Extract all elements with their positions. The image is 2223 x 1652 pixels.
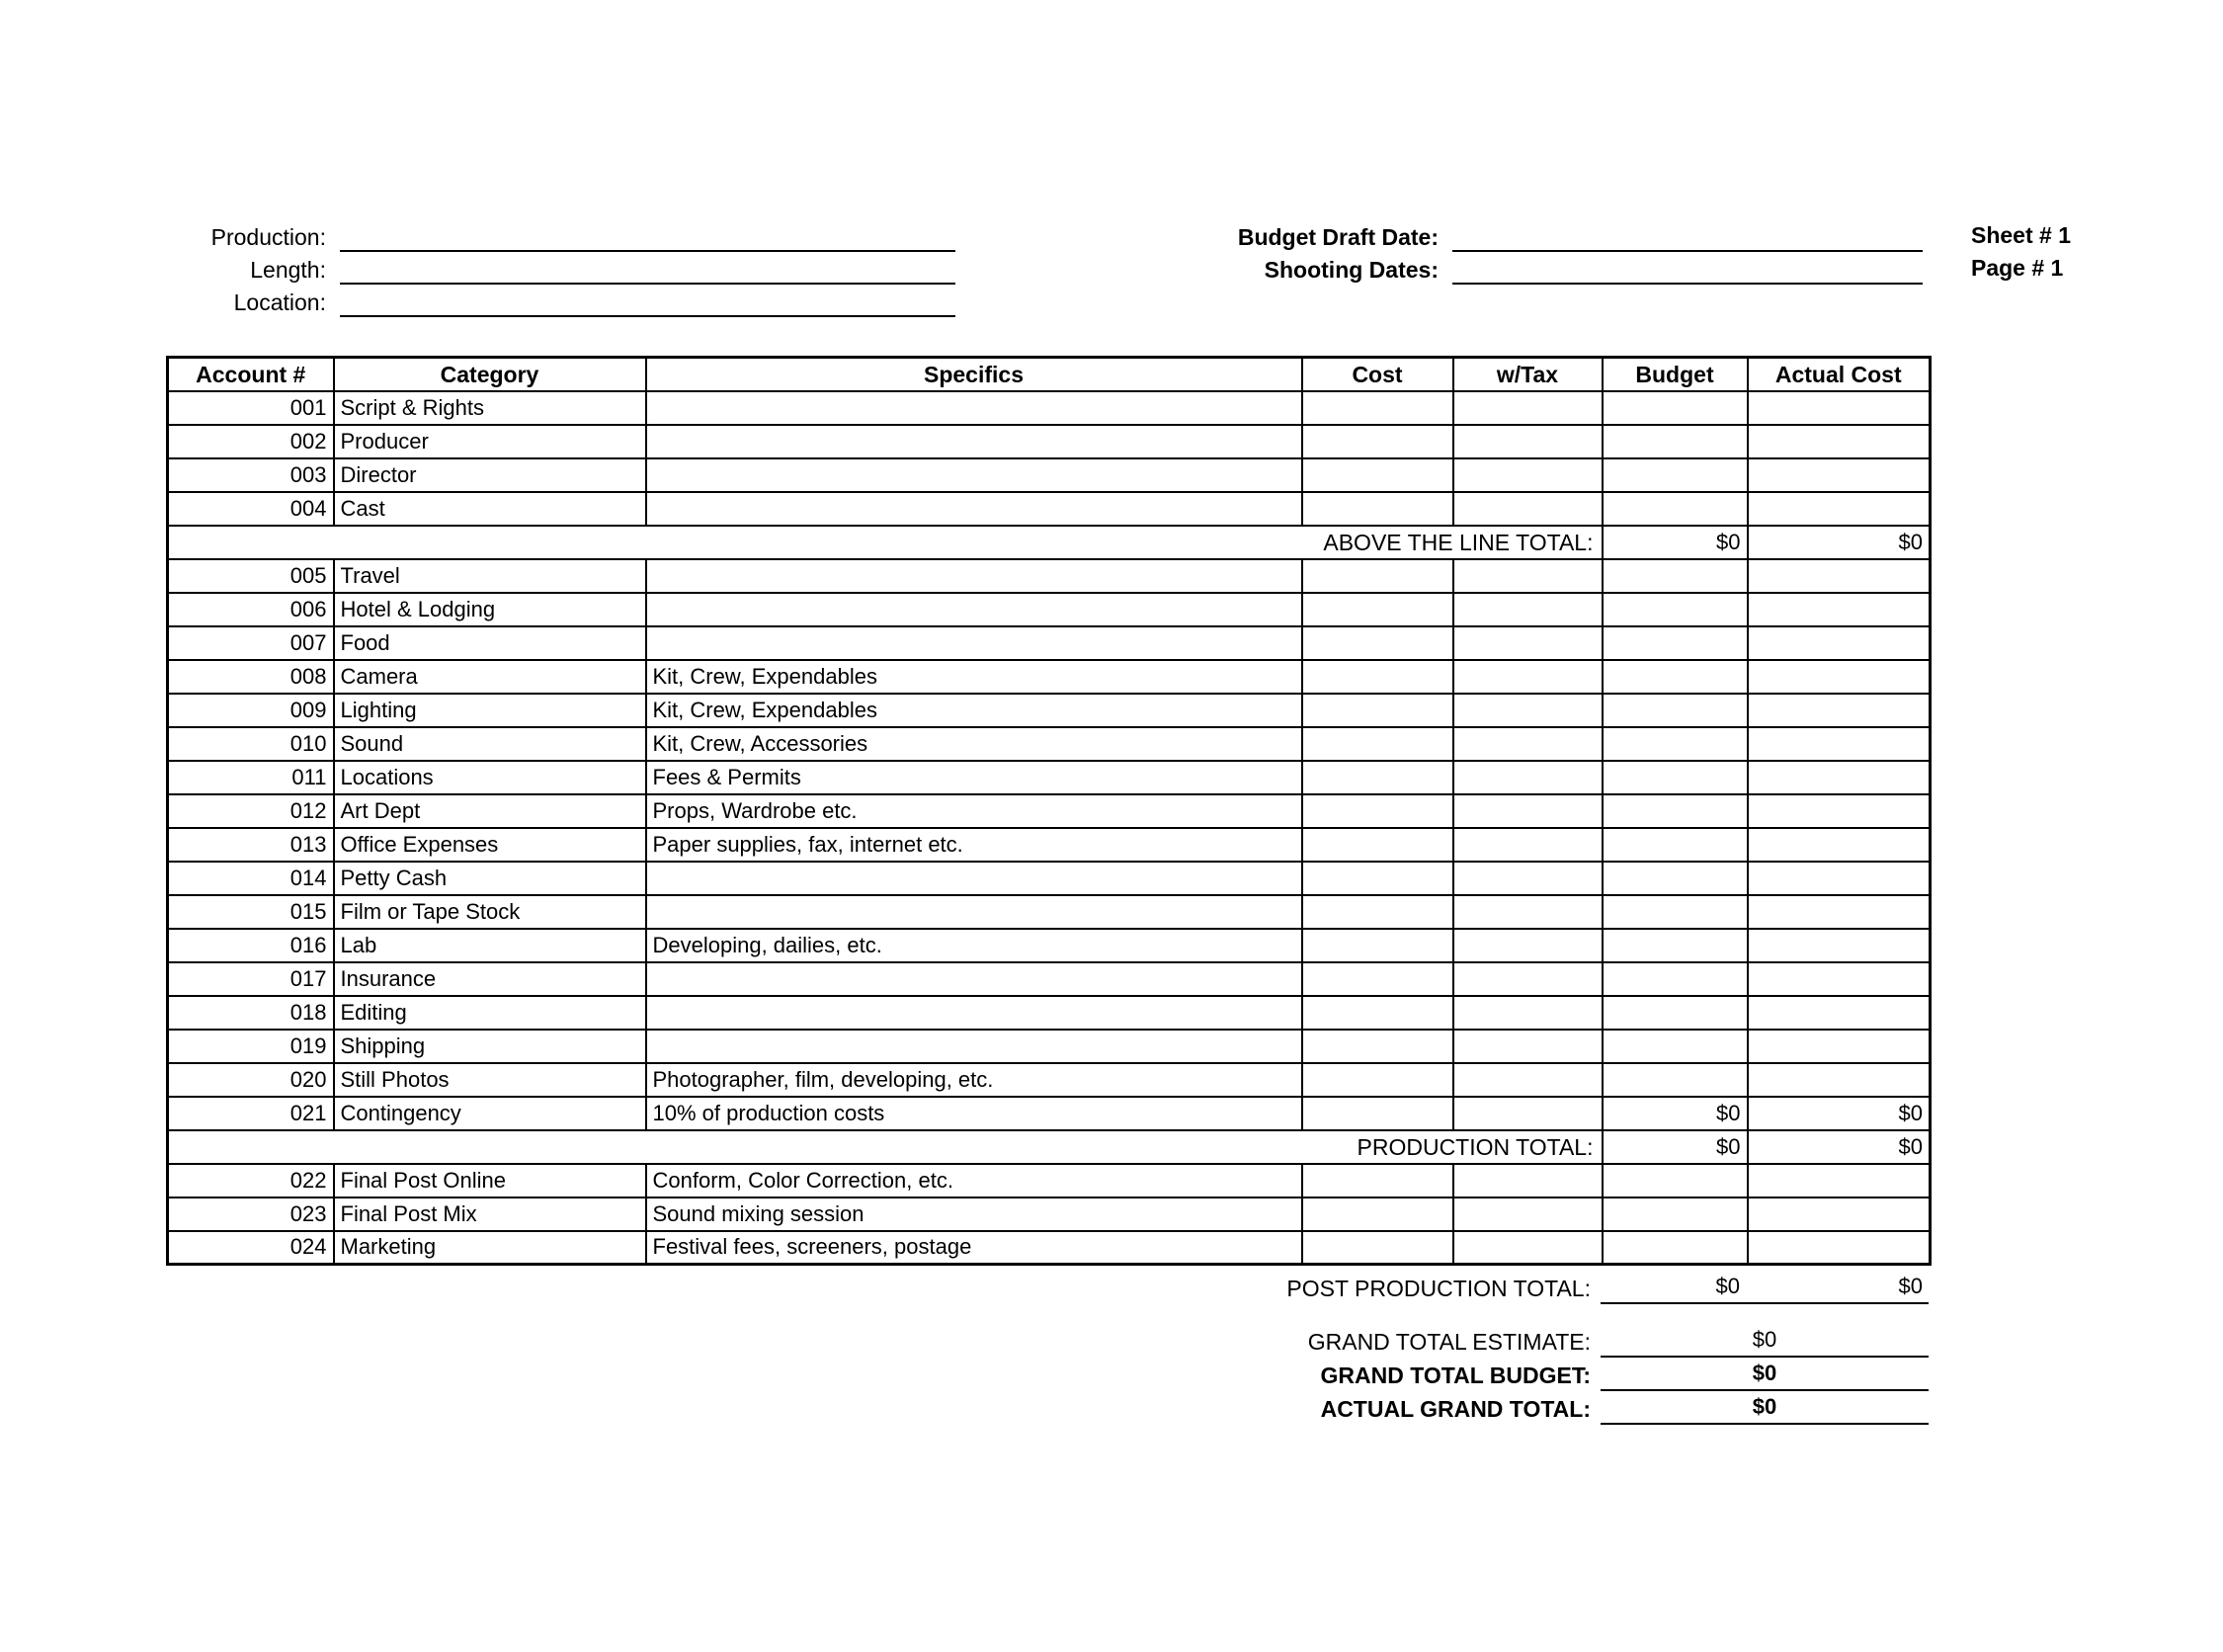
cell-category: Final Post Mix — [334, 1198, 646, 1231]
cell-budget — [1603, 458, 1748, 492]
cell-specifics: Kit, Crew, Expendables — [646, 694, 1302, 727]
cell-category: Film or Tape Stock — [334, 895, 646, 929]
table-row — [168, 1164, 1931, 1198]
cell-account-number: 004 — [168, 492, 334, 526]
table-row — [168, 1231, 1931, 1265]
cell-actual-cost — [1748, 862, 1931, 895]
cell-account-number: 005 — [168, 559, 334, 593]
cell-budget — [1603, 391, 1748, 425]
cell-wtax — [1453, 458, 1603, 492]
cell-budget — [1603, 1198, 1748, 1231]
cell-cost — [1302, 626, 1453, 660]
cell-specifics: Conform, Color Correction, etc. — [646, 1164, 1302, 1198]
cell-account-number: 022 — [168, 1164, 334, 1198]
cell-cost — [1302, 694, 1453, 727]
table-row — [168, 727, 1931, 761]
cell-specifics: Paper supplies, fax, internet etc. — [646, 828, 1302, 862]
cell-wtax — [1453, 895, 1603, 929]
section-total-label: PRODUCTION TOTAL: — [168, 1130, 1603, 1164]
cell-budget: $0 — [1603, 1097, 1748, 1130]
cell-wtax — [1453, 626, 1603, 660]
cell-category: Script & Rights — [334, 391, 646, 425]
length-input-line — [340, 257, 955, 285]
production-info-fields — [168, 219, 955, 317]
cell-actual-cost — [1748, 996, 1931, 1030]
post-production-total-values — [1601, 1271, 1929, 1304]
table-row — [168, 962, 1931, 996]
actual-grand-total-row — [166, 1391, 1929, 1425]
table-row — [168, 593, 1931, 626]
cell-category: Cast — [334, 492, 646, 526]
cell-account-number: 012 — [168, 794, 334, 828]
cell-category: Sound — [334, 727, 646, 761]
cell-budget — [1603, 996, 1748, 1030]
cell-wtax — [1453, 593, 1603, 626]
cell-budget — [1603, 425, 1748, 458]
cell-account-number: 021 — [168, 1097, 334, 1130]
table-row — [168, 492, 1931, 526]
cell-cost — [1302, 828, 1453, 862]
section-total-actual: $0 — [1748, 1130, 1931, 1164]
cell-specifics — [646, 895, 1302, 929]
location-field — [168, 285, 955, 317]
cell-budget — [1603, 1063, 1748, 1097]
cell-cost — [1302, 794, 1453, 828]
cell-account-number: 011 — [168, 761, 334, 794]
cell-specifics — [646, 458, 1302, 492]
cell-specifics: Sound mixing session — [646, 1198, 1302, 1231]
cell-wtax — [1453, 559, 1603, 593]
cell-cost — [1302, 1198, 1453, 1231]
cell-account-number: 009 — [168, 694, 334, 727]
cell-specifics: Photographer, film, developing, etc. — [646, 1063, 1302, 1097]
cell-specifics: Festival fees, screeners, postage — [646, 1231, 1302, 1265]
cell-category: Art Dept — [334, 794, 646, 828]
cell-category: Producer — [334, 425, 646, 458]
cell-specifics: Fees & Permits — [646, 761, 1302, 794]
cell-budget — [1603, 660, 1748, 694]
budget-table — [166, 356, 1932, 1266]
cell-cost — [1302, 929, 1453, 962]
section-total-row — [168, 1130, 1931, 1164]
cell-budget — [1603, 895, 1748, 929]
cell-account-number: 013 — [168, 828, 334, 862]
cell-actual-cost — [1748, 962, 1931, 996]
cell-budget — [1603, 828, 1748, 862]
budget-draft-date-label: Budget Draft Date: — [1237, 224, 1439, 250]
cell-category: Lighting — [334, 694, 646, 727]
post-production-total-actual: $0 — [1898, 1274, 1923, 1298]
cell-account-number: 007 — [168, 626, 334, 660]
cell-budget — [1603, 929, 1748, 962]
cell-wtax — [1453, 391, 1603, 425]
table-row — [168, 761, 1931, 794]
cell-specifics — [646, 996, 1302, 1030]
table-row — [168, 828, 1931, 862]
table-row — [168, 660, 1931, 694]
cell-specifics: Developing, dailies, etc. — [646, 929, 1302, 962]
cell-category: Editing — [334, 996, 646, 1030]
budget-draft-date-field — [988, 219, 1923, 252]
table-row — [168, 626, 1931, 660]
cell-category: Final Post Online — [334, 1164, 646, 1198]
actual-grand-total-value: $0 — [1601, 1391, 1929, 1425]
cell-actual-cost — [1748, 929, 1931, 962]
cell-wtax — [1453, 962, 1603, 996]
cell-budget — [1603, 962, 1748, 996]
col-header-category: Category — [334, 358, 646, 391]
cell-actual-cost — [1748, 559, 1931, 593]
table-row — [168, 1097, 1931, 1130]
table-row — [168, 1198, 1931, 1231]
post-production-total-row — [166, 1271, 1929, 1304]
col-header-wtax: w/Tax — [1453, 358, 1603, 391]
table-row — [168, 929, 1931, 962]
cell-budget — [1603, 794, 1748, 828]
cell-account-number: 017 — [168, 962, 334, 996]
cell-wtax — [1453, 794, 1603, 828]
cell-wtax — [1453, 1097, 1603, 1130]
cell-actual-cost — [1748, 1030, 1931, 1063]
cell-cost — [1302, 1030, 1453, 1063]
cell-specifics — [646, 862, 1302, 895]
cell-budget — [1603, 593, 1748, 626]
cell-category: Director — [334, 458, 646, 492]
cell-actual-cost — [1748, 794, 1931, 828]
cell-actual-cost — [1748, 626, 1931, 660]
cell-budget — [1603, 559, 1748, 593]
cell-wtax — [1453, 828, 1603, 862]
cell-actual-cost — [1748, 391, 1931, 425]
cell-category: Travel — [334, 559, 646, 593]
production-field — [168, 219, 955, 252]
cell-actual-cost — [1748, 1164, 1931, 1198]
section-total-actual: $0 — [1748, 526, 1931, 559]
cell-cost — [1302, 1231, 1453, 1265]
cell-wtax — [1453, 425, 1603, 458]
cell-specifics — [646, 425, 1302, 458]
grand-totals — [166, 1324, 1929, 1425]
cell-budget — [1603, 492, 1748, 526]
cell-category: Insurance — [334, 962, 646, 996]
cell-actual-cost — [1748, 593, 1931, 626]
table-row — [168, 559, 1931, 593]
cell-cost — [1302, 996, 1453, 1030]
cell-wtax — [1453, 1198, 1603, 1231]
cell-cost — [1302, 1097, 1453, 1130]
cell-specifics — [646, 559, 1302, 593]
table-row — [168, 425, 1931, 458]
cell-cost — [1302, 1063, 1453, 1097]
grand-total-estimate-row — [166, 1324, 1929, 1358]
section-total-budget: $0 — [1603, 1130, 1748, 1164]
cell-account-number: 006 — [168, 593, 334, 626]
cell-cost — [1302, 727, 1453, 761]
cell-category: Petty Cash — [334, 862, 646, 895]
cell-wtax — [1453, 660, 1603, 694]
cell-cost — [1302, 391, 1453, 425]
location-input-line — [340, 289, 955, 317]
cell-wtax — [1453, 727, 1603, 761]
date-info-fields — [988, 219, 1923, 285]
cell-actual-cost — [1748, 828, 1931, 862]
production-label: Production: — [210, 224, 326, 250]
cell-specifics: Kit, Crew, Expendables — [646, 660, 1302, 694]
post-production-total-label: POST PRODUCTION TOTAL: — [1286, 1276, 1591, 1301]
cell-actual-cost — [1748, 895, 1931, 929]
table-row — [168, 996, 1931, 1030]
cell-budget — [1603, 1231, 1748, 1265]
col-header-cost: Cost — [1302, 358, 1453, 391]
cell-wtax — [1453, 1164, 1603, 1198]
section-total-label: ABOVE THE LINE TOTAL: — [168, 526, 1603, 559]
cell-specifics — [646, 626, 1302, 660]
production-input-line — [340, 224, 955, 252]
cell-category: Locations — [334, 761, 646, 794]
shooting-dates-label: Shooting Dates: — [1264, 257, 1439, 283]
cell-actual-cost — [1748, 761, 1931, 794]
col-header-actual-cost: Actual Cost — [1748, 358, 1931, 391]
table-row — [168, 862, 1931, 895]
length-label: Length: — [250, 257, 326, 283]
table-row — [168, 1063, 1931, 1097]
cell-specifics — [646, 1030, 1302, 1063]
cell-cost — [1302, 962, 1453, 996]
cell-budget — [1603, 862, 1748, 895]
section-total-budget: $0 — [1603, 526, 1748, 559]
cell-account-number: 010 — [168, 727, 334, 761]
cell-account-number: 002 — [168, 425, 334, 458]
cell-actual-cost — [1748, 660, 1931, 694]
cell-specifics — [646, 962, 1302, 996]
table-row — [168, 794, 1931, 828]
cell-wtax — [1453, 996, 1603, 1030]
cell-actual-cost: $0 — [1748, 1097, 1931, 1130]
cell-category: Camera — [334, 660, 646, 694]
cell-category: Marketing — [334, 1231, 646, 1265]
page-number: Page # 1 — [1971, 255, 2064, 281]
cell-actual-cost — [1748, 1231, 1931, 1265]
cell-category: Shipping — [334, 1030, 646, 1063]
table-row — [168, 458, 1931, 492]
cell-wtax — [1453, 1063, 1603, 1097]
cell-wtax — [1453, 1231, 1603, 1265]
cell-wtax — [1453, 492, 1603, 526]
cell-account-number: 014 — [168, 862, 334, 895]
cell-category: Still Photos — [334, 1063, 646, 1097]
cell-cost — [1302, 660, 1453, 694]
table-row — [168, 1030, 1931, 1063]
cell-actual-cost — [1748, 1198, 1931, 1231]
shooting-dates-input-line — [1452, 257, 1923, 285]
cell-cost — [1302, 458, 1453, 492]
cell-category: Food — [334, 626, 646, 660]
length-field — [168, 252, 955, 285]
cell-budget — [1603, 1030, 1748, 1063]
cell-budget — [1603, 626, 1748, 660]
table-row — [168, 694, 1931, 727]
cell-actual-cost — [1748, 727, 1931, 761]
cell-budget — [1603, 727, 1748, 761]
cell-account-number: 018 — [168, 996, 334, 1030]
sheet-page-info — [1971, 219, 2071, 285]
cell-wtax — [1453, 1030, 1603, 1063]
cell-budget — [1603, 761, 1748, 794]
cell-category: Contingency — [334, 1097, 646, 1130]
cell-cost — [1302, 862, 1453, 895]
cell-account-number: 023 — [168, 1198, 334, 1231]
cell-account-number: 001 — [168, 391, 334, 425]
cell-cost — [1302, 761, 1453, 794]
cell-account-number: 003 — [168, 458, 334, 492]
grand-total-estimate-label: GRAND TOTAL ESTIMATE: — [1307, 1329, 1591, 1355]
cell-actual-cost — [1748, 492, 1931, 526]
cell-wtax — [1453, 761, 1603, 794]
grand-total-budget-value: $0 — [1601, 1358, 1929, 1391]
cell-cost — [1302, 593, 1453, 626]
cell-budget — [1603, 694, 1748, 727]
cell-cost — [1302, 492, 1453, 526]
cell-actual-cost — [1748, 694, 1931, 727]
cell-wtax — [1453, 694, 1603, 727]
cell-budget — [1603, 1164, 1748, 1198]
cell-account-number: 015 — [168, 895, 334, 929]
table-row — [168, 391, 1931, 425]
cell-specifics — [646, 593, 1302, 626]
grand-total-budget-row — [166, 1358, 1929, 1391]
cell-account-number: 016 — [168, 929, 334, 962]
cell-cost — [1302, 895, 1453, 929]
col-header-account: Account # — [168, 358, 334, 391]
budget-draft-date-input-line — [1452, 224, 1923, 252]
cell-specifics: 10% of production costs — [646, 1097, 1302, 1130]
section-total-row — [168, 526, 1931, 559]
cell-category: Hotel & Lodging — [334, 593, 646, 626]
actual-grand-total-label: ACTUAL GRAND TOTAL: — [1320, 1396, 1591, 1422]
grand-total-estimate-value: $0 — [1601, 1324, 1929, 1358]
cell-account-number: 020 — [168, 1063, 334, 1097]
cell-actual-cost — [1748, 425, 1931, 458]
cell-account-number: 019 — [168, 1030, 334, 1063]
cell-account-number: 024 — [168, 1231, 334, 1265]
table-header-row — [168, 358, 1931, 391]
cell-actual-cost — [1748, 458, 1931, 492]
cell-specifics — [646, 492, 1302, 526]
cell-account-number: 008 — [168, 660, 334, 694]
col-header-specifics: Specifics — [646, 358, 1302, 391]
cell-specifics — [646, 391, 1302, 425]
col-header-budget: Budget — [1603, 358, 1748, 391]
cell-wtax — [1453, 862, 1603, 895]
sheet-number: Sheet # 1 — [1971, 222, 2071, 248]
cell-cost — [1302, 425, 1453, 458]
cell-specifics: Props, Wardrobe etc. — [646, 794, 1302, 828]
location-label: Location: — [233, 289, 326, 315]
post-production-total-budget: $0 — [1715, 1274, 1740, 1298]
table-row — [168, 895, 1931, 929]
cell-category: Lab — [334, 929, 646, 962]
cell-actual-cost — [1748, 1063, 1931, 1097]
cell-wtax — [1453, 929, 1603, 962]
cell-cost — [1302, 1164, 1453, 1198]
cell-cost — [1302, 559, 1453, 593]
cell-category: Office Expenses — [334, 828, 646, 862]
grand-total-budget-label: GRAND TOTAL BUDGET: — [1320, 1363, 1591, 1388]
shooting-dates-field — [988, 252, 1923, 285]
cell-specifics: Kit, Crew, Accessories — [646, 727, 1302, 761]
